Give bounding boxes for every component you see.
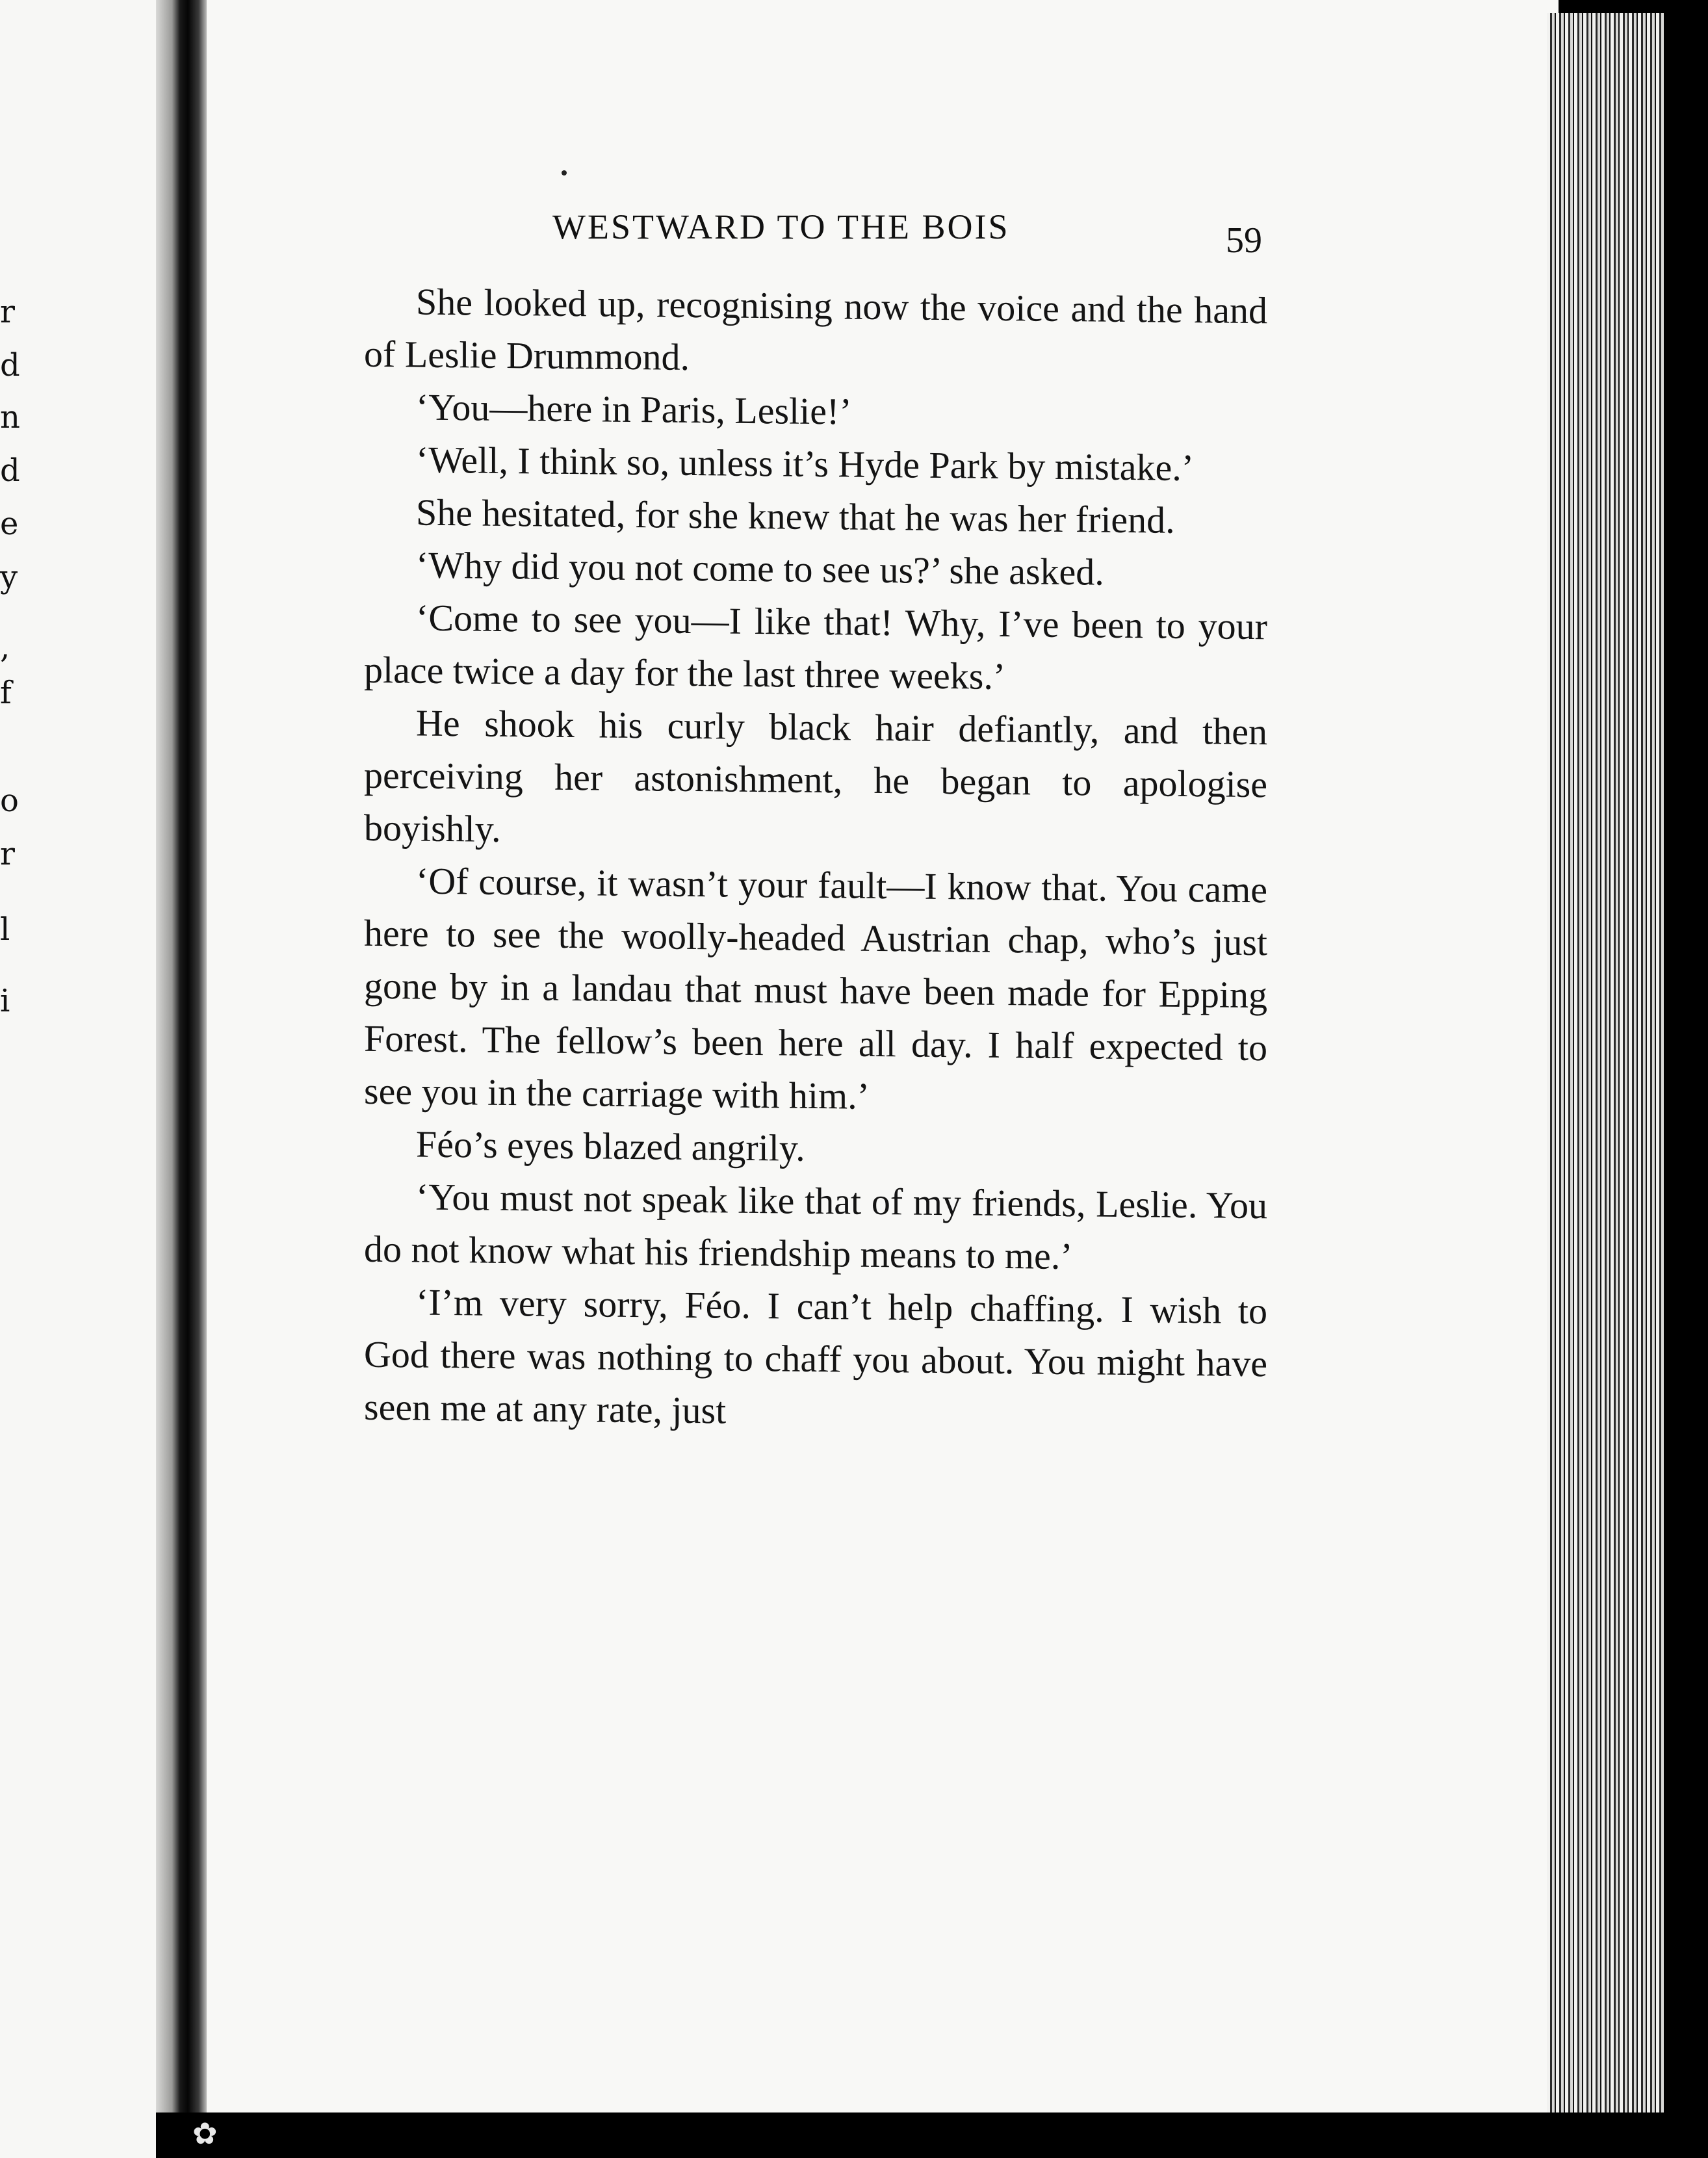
margin-char: n — [0, 399, 20, 436]
paragraph: She looked up, recognising now the voice and the hand of Leslie Drummond. — [364, 280, 1267, 378]
dust-speck — [562, 170, 567, 176]
scanner-mark-icon: ✿ — [192, 2116, 218, 2151]
paragraph: She hesitated, for she knew that he was her friend. — [416, 491, 1175, 541]
running-head: WESTWARD TO THE BOIS — [552, 207, 1010, 246]
scan-bottom-border — [156, 2112, 1708, 2158]
margin-char: o — [0, 783, 19, 819]
margin-char: f — [0, 675, 12, 711]
paragraph: ‘I’m very sorry, Féo. I can’t help chaffing. I wish to God there was nothing to chaff you about. You might have seen me at any rate, just — [364, 1280, 1267, 1432]
paragraph: ‘Of course, it wasn’t your fault—I know that. You came here to see the woolly-headed Austrian chap, who’s just gone by in a landau that must have been made for Epping Forest. The fellow’s been here all day. I half expected to see you in the carriage with him.’ — [364, 859, 1267, 1117]
paragraph: ‘Well, I think so, unless it’s Hyde Park by mistake.’ — [416, 438, 1195, 489]
page-body-text — [364, 280, 1267, 1438]
paragraph: ‘You—here in Paris, Leslie!’ — [416, 385, 852, 433]
margin-char: d — [0, 347, 20, 384]
margin-char: , — [0, 629, 10, 666]
margin-char: r — [0, 294, 15, 330]
page-edge-shadow — [1664, 13, 1708, 2152]
margin-char: r — [0, 836, 15, 872]
paragraph: ‘Come to see you—I like that! Why, I’ve been to your place twice a day for the last three weeks.’ — [364, 596, 1267, 698]
paragraph: He shook his curly black hair defiantly, and then perceiving her astonishment, he began to apologise boyishly. — [364, 701, 1267, 850]
margin-char: e — [0, 506, 19, 542]
paragraph: ‘Why did you not come to see us?’ she asked. — [416, 543, 1104, 593]
margin-char: i — [0, 983, 10, 1019]
paragraph: Féo’s eyes blazed angrily. — [416, 1123, 805, 1169]
page-number: 59 — [1226, 220, 1262, 261]
margin-char: l — [0, 911, 10, 948]
book-gutter — [156, 0, 209, 2158]
paragraph: ‘You must not speak like that of my friends, Leslie. You do not know what his friendship means to me.’ — [364, 1175, 1267, 1278]
margin-char: d — [0, 452, 20, 489]
previous-page-edge — [0, 0, 181, 2158]
margin-char: y — [0, 559, 18, 595]
